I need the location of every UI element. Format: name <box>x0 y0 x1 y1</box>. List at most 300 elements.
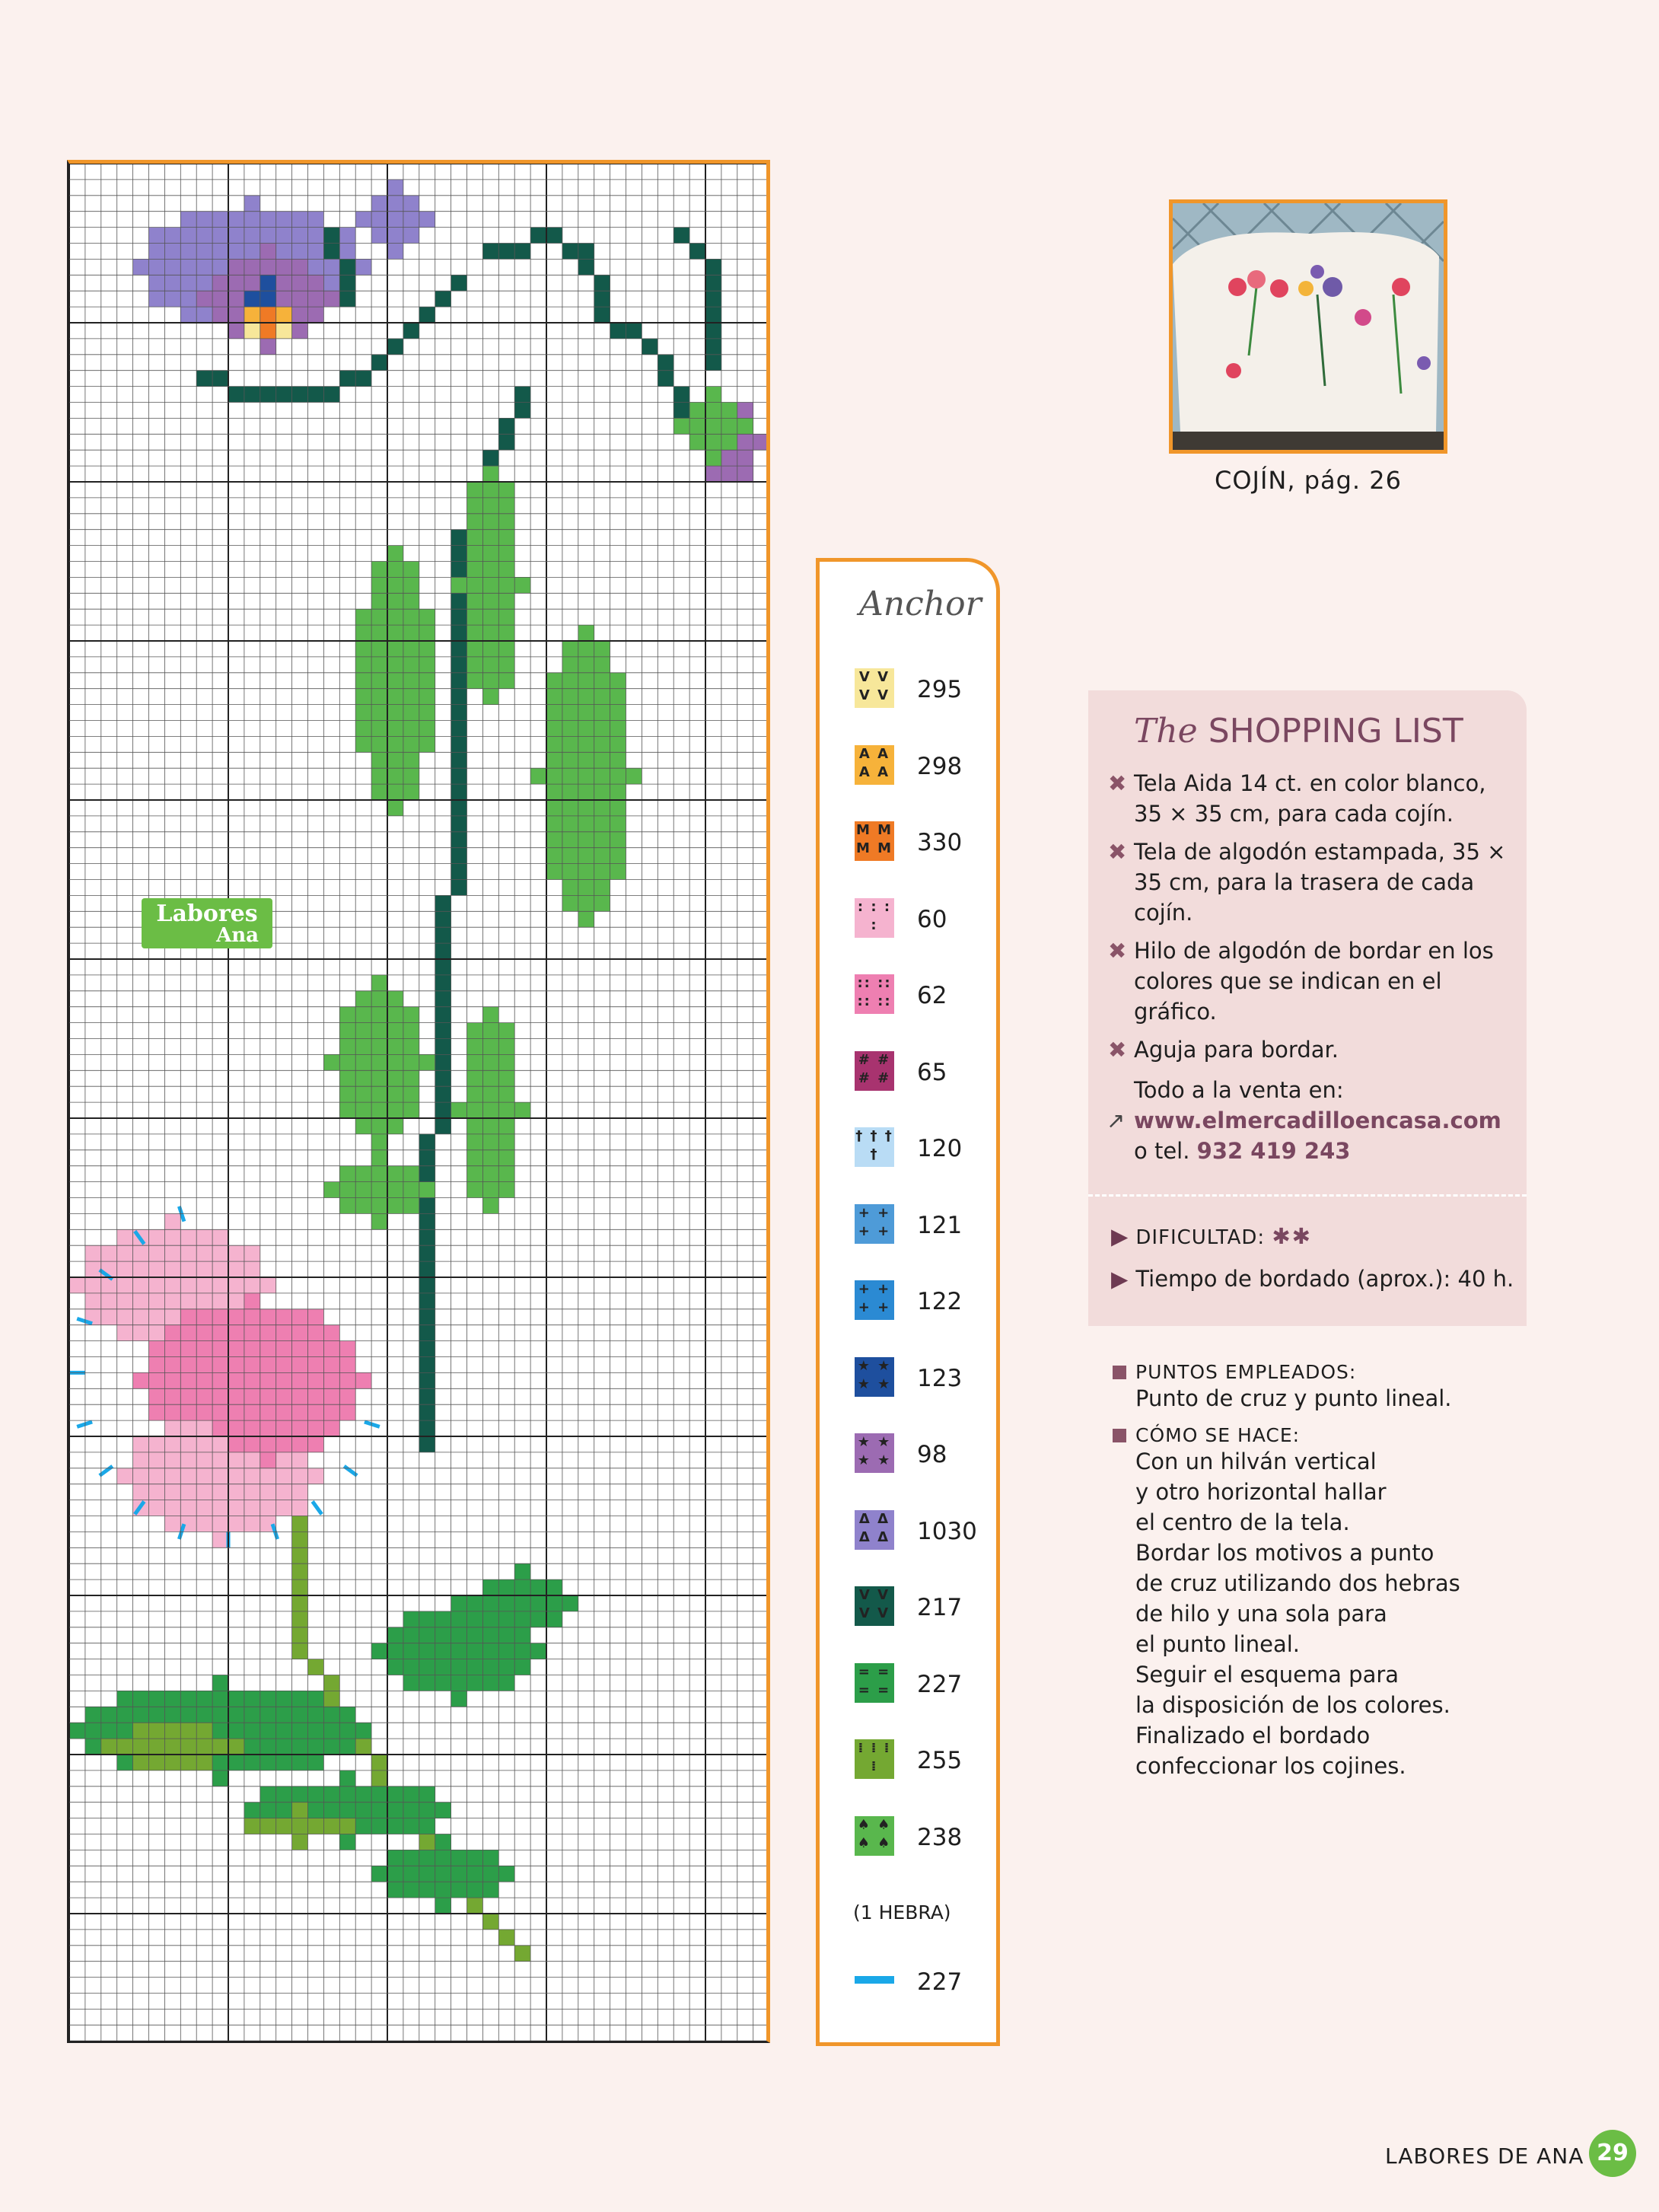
stitch <box>212 1532 228 1547</box>
stitch <box>212 275 228 291</box>
stitch <box>467 609 483 625</box>
stitch <box>212 212 228 228</box>
stitch <box>276 228 292 244</box>
stitch <box>467 1659 483 1675</box>
stitch <box>467 1039 483 1055</box>
stitch <box>196 228 212 244</box>
stitch <box>228 291 244 307</box>
stitch <box>69 1277 85 1293</box>
stitch <box>228 1516 244 1532</box>
stitch <box>339 1198 355 1214</box>
stitch <box>498 657 514 673</box>
stitch <box>403 1675 419 1691</box>
stitch <box>323 1404 339 1420</box>
stitch <box>371 1023 387 1039</box>
stitch <box>562 800 578 816</box>
stitch <box>721 450 737 466</box>
stitch <box>276 1341 292 1357</box>
stitch <box>435 1086 451 1102</box>
stitch <box>164 1325 180 1341</box>
stitch <box>244 291 260 307</box>
stitch <box>578 721 594 737</box>
stitch <box>323 291 339 307</box>
stitch <box>196 1436 212 1452</box>
stitch <box>371 1643 387 1659</box>
stitch <box>308 1739 324 1755</box>
stitch <box>371 593 387 609</box>
stitch <box>180 1468 196 1484</box>
stitch <box>228 1723 244 1739</box>
stitch <box>705 259 721 275</box>
stitch <box>292 212 308 228</box>
stitch <box>292 228 308 244</box>
stitch <box>610 736 626 752</box>
stitch <box>164 1755 180 1771</box>
stitch <box>212 1309 228 1325</box>
stitch <box>387 1182 403 1198</box>
stitch <box>451 1675 467 1691</box>
stitch <box>180 1436 196 1452</box>
stitch <box>451 577 467 593</box>
stitch <box>546 832 562 848</box>
stitch <box>498 577 514 593</box>
stitch <box>610 864 626 880</box>
stitch <box>133 1293 149 1309</box>
stitch <box>498 546 514 562</box>
stitch <box>387 673 403 689</box>
stitch <box>149 1341 165 1357</box>
stitch <box>196 1341 212 1357</box>
stitch <box>276 244 292 260</box>
stitch <box>308 1357 324 1373</box>
stitch <box>482 1102 498 1118</box>
stitch <box>419 1802 435 1818</box>
stitch <box>594 673 610 689</box>
stitch <box>292 1707 308 1723</box>
stitch <box>244 1723 260 1739</box>
stitch <box>149 259 165 275</box>
stitch <box>339 1039 355 1055</box>
stitch <box>498 562 514 578</box>
stitch <box>212 259 228 275</box>
anchor-brand-logo: Anchor <box>859 585 982 623</box>
stitch <box>451 1611 467 1627</box>
stitch <box>371 196 387 212</box>
stitch <box>164 1309 180 1325</box>
stitch <box>419 1134 435 1150</box>
stitch <box>323 1707 339 1723</box>
stitch <box>339 1102 355 1118</box>
stitch <box>594 721 610 737</box>
stitch <box>149 1372 165 1388</box>
legend-swatch: M M M M <box>855 821 894 861</box>
stitch <box>308 212 324 228</box>
stitch <box>498 1595 514 1611</box>
stitch <box>403 689 419 705</box>
stitch <box>355 259 371 275</box>
square-bullet-icon <box>1113 1429 1126 1442</box>
stitch <box>244 1691 260 1707</box>
stitch <box>514 1627 530 1643</box>
stitch <box>387 1023 403 1039</box>
stitch <box>530 1643 546 1659</box>
stitch <box>355 609 371 625</box>
stitch <box>164 1261 180 1277</box>
stitch <box>371 1198 387 1214</box>
stitch <box>228 244 244 260</box>
stitch <box>403 705 419 721</box>
stitch <box>149 1723 165 1739</box>
stitch <box>594 768 610 784</box>
stitch <box>562 816 578 832</box>
stitch <box>276 275 292 291</box>
stitch <box>419 1866 435 1882</box>
stitch <box>292 1500 308 1516</box>
stitch <box>276 1388 292 1404</box>
stitch <box>419 1850 435 1866</box>
stitch <box>403 609 419 625</box>
stitch <box>546 848 562 864</box>
stitch <box>546 689 562 705</box>
stitch <box>594 895 610 911</box>
stitch <box>578 832 594 848</box>
stitch <box>387 609 403 625</box>
stitch <box>323 244 339 260</box>
stitch <box>133 1372 149 1388</box>
stitch <box>498 1070 514 1086</box>
stitch <box>562 736 578 752</box>
stitch <box>323 228 339 244</box>
stitch <box>451 609 467 625</box>
stitch <box>705 418 721 434</box>
stitch <box>180 1452 196 1468</box>
stitch <box>467 1102 483 1118</box>
stitch <box>355 1007 371 1023</box>
stitch <box>435 291 451 307</box>
stitch <box>260 1739 276 1755</box>
stitch <box>419 1611 435 1627</box>
stitch <box>498 514 514 530</box>
stitch <box>435 959 451 975</box>
stitch <box>451 1659 467 1675</box>
stitch <box>610 705 626 721</box>
stitch <box>117 1691 133 1707</box>
legend-code: 123 <box>917 1364 963 1392</box>
stitch <box>69 1723 85 1739</box>
stitch <box>101 1245 117 1261</box>
stitch <box>673 418 689 434</box>
stitch <box>419 1150 435 1166</box>
stitch <box>610 784 626 800</box>
stitch <box>435 1866 451 1882</box>
stitch <box>149 1707 165 1723</box>
legend-code: 65 <box>917 1058 947 1086</box>
stitch <box>387 991 403 1007</box>
stitch <box>467 1898 483 1914</box>
stitch <box>164 1293 180 1309</box>
stitch <box>339 1404 355 1420</box>
stitch <box>180 1372 196 1388</box>
stitch <box>498 1023 514 1039</box>
stitch <box>196 244 212 260</box>
stitch <box>133 1707 149 1723</box>
stitch <box>387 228 403 244</box>
stitch <box>308 1436 324 1452</box>
stitch <box>467 657 483 673</box>
arrow-icon: ↗ <box>1107 1108 1126 1133</box>
stitch <box>117 1245 133 1261</box>
stitch <box>339 1739 355 1755</box>
stitch <box>244 1325 260 1341</box>
stitch <box>244 387 260 403</box>
stitch <box>403 768 419 784</box>
stitch <box>355 673 371 689</box>
stitch <box>498 1102 514 1118</box>
stitch <box>498 641 514 657</box>
stitch <box>371 673 387 689</box>
stitch <box>403 1643 419 1659</box>
stitch <box>451 736 467 752</box>
stitch <box>323 1182 339 1198</box>
stitch <box>467 1611 483 1627</box>
stitch <box>451 625 467 641</box>
stitch <box>451 546 467 562</box>
stitch <box>292 1611 308 1627</box>
stitch <box>419 641 435 657</box>
stitch <box>610 689 626 705</box>
howto-text <box>1113 1446 1508 1781</box>
legend-swatch: ⁞ ⁞ ⁞ ⁞ <box>855 1739 894 1779</box>
stitch <box>260 228 276 244</box>
stitch <box>164 259 180 275</box>
stitch <box>117 1309 133 1325</box>
stitch <box>180 307 196 323</box>
stitch <box>403 1198 419 1214</box>
stitch <box>435 1850 451 1866</box>
stitch <box>292 1691 308 1707</box>
stitch <box>244 1468 260 1484</box>
stitch <box>164 244 180 260</box>
stitch <box>594 832 610 848</box>
stitch <box>451 1866 467 1882</box>
stitch <box>196 1277 212 1293</box>
stitch <box>371 1070 387 1086</box>
stitch <box>164 1229 180 1245</box>
stitch <box>212 1325 228 1341</box>
stitch <box>435 943 451 959</box>
stitch <box>276 1802 292 1818</box>
stitches-heading: PUNTOS EMPLEADOS: <box>1113 1361 1508 1383</box>
stitch <box>482 1182 498 1198</box>
stitch <box>117 1739 133 1755</box>
stitch <box>562 673 578 689</box>
stitch <box>276 1739 292 1755</box>
stitch <box>101 1707 117 1723</box>
stitch <box>212 1723 228 1739</box>
stitch <box>467 593 483 609</box>
stitch <box>498 1134 514 1150</box>
stitch <box>721 418 737 434</box>
stitch <box>355 1198 371 1214</box>
stitch <box>530 768 546 784</box>
stitch <box>387 212 403 228</box>
stitch <box>451 784 467 800</box>
stitch <box>578 259 594 275</box>
stitch <box>323 1691 339 1707</box>
stitch <box>339 1182 355 1198</box>
stitch <box>323 1357 339 1373</box>
stitch <box>419 1229 435 1245</box>
stitch <box>467 673 483 689</box>
stitch <box>371 991 387 1007</box>
line-stitch <box>344 1466 357 1475</box>
stitch <box>530 1595 546 1611</box>
stitch <box>228 1404 244 1420</box>
stitch <box>276 323 292 339</box>
stitch <box>467 1023 483 1039</box>
stitch <box>642 339 658 355</box>
stitch <box>562 1595 578 1611</box>
stitch <box>133 259 149 275</box>
stitch <box>355 212 371 228</box>
stitch <box>387 562 403 578</box>
stitch <box>482 1914 498 1930</box>
stitch <box>164 291 180 307</box>
stitch <box>276 1755 292 1771</box>
stitch <box>498 418 514 434</box>
thread-legend <box>816 558 1000 2046</box>
stitch <box>498 673 514 689</box>
stitch <box>419 1675 435 1691</box>
stitch <box>387 1818 403 1834</box>
stitch <box>180 1739 196 1755</box>
legend-swatch: V V V V <box>855 668 894 708</box>
stitch <box>371 1086 387 1102</box>
stitch <box>578 736 594 752</box>
stitch <box>212 1468 228 1484</box>
stitch <box>546 816 562 832</box>
stitch <box>85 1261 101 1277</box>
stitch <box>387 736 403 752</box>
howto-line: Finalizado el bordado <box>1135 1723 1371 1748</box>
stitch <box>403 1786 419 1802</box>
stitch <box>387 1118 403 1134</box>
stitch <box>260 1818 276 1834</box>
stitch <box>323 275 339 291</box>
stitch <box>387 768 403 784</box>
stitch <box>292 1420 308 1436</box>
stitch <box>244 228 260 244</box>
stitch <box>196 1755 212 1771</box>
stitch <box>339 1834 355 1850</box>
stitch <box>276 1707 292 1723</box>
stitch <box>451 1627 467 1643</box>
cross-bullet-icon: ✖ <box>1108 839 1127 865</box>
stitch <box>212 1707 228 1723</box>
stitch <box>292 1436 308 1452</box>
stitch <box>292 1786 308 1802</box>
stitch <box>467 1134 483 1150</box>
stitch <box>85 1293 101 1309</box>
stitch <box>467 1643 483 1659</box>
stitch <box>514 1102 530 1118</box>
stitch <box>482 546 498 562</box>
stitch <box>498 1866 514 1882</box>
stitch <box>308 1420 324 1436</box>
stitch <box>371 228 387 244</box>
stitch <box>419 1786 435 1802</box>
stitch <box>228 1325 244 1341</box>
stitch <box>292 259 308 275</box>
stitch <box>164 1213 180 1229</box>
stitch <box>467 1882 483 1898</box>
stitch <box>403 673 419 689</box>
stitch <box>387 1643 403 1659</box>
stitch <box>594 816 610 832</box>
stitch <box>308 275 324 291</box>
triangle-bullet-icon: ▶ <box>1111 1223 1129 1249</box>
stitch <box>355 736 371 752</box>
stitch <box>308 291 324 307</box>
stitch <box>387 1786 403 1802</box>
stitch <box>594 752 610 768</box>
dashed-divider <box>1088 1194 1527 1197</box>
stitch <box>546 752 562 768</box>
store-url-link[interactable]: www.elmercadilloencasa.com <box>1134 1108 1501 1133</box>
stitch <box>371 768 387 784</box>
stitches-text: Punto de cruz y punto lineal. <box>1135 1385 1452 1411</box>
stitch <box>498 1675 514 1691</box>
stitch <box>562 895 578 911</box>
stitch <box>244 212 260 228</box>
stitch <box>435 1102 451 1118</box>
stitch <box>546 1611 562 1627</box>
stitch <box>578 800 594 816</box>
stitch <box>339 1023 355 1039</box>
stitch <box>371 562 387 578</box>
stitch <box>594 307 610 323</box>
stitch <box>308 387 324 403</box>
stitch <box>387 1627 403 1643</box>
stitch <box>196 307 212 323</box>
line-stitch <box>365 1422 380 1426</box>
stitch <box>482 609 498 625</box>
stitch <box>578 864 594 880</box>
stitch <box>419 1277 435 1293</box>
stitch <box>387 641 403 657</box>
stitch <box>403 1627 419 1643</box>
stitch <box>180 1229 196 1245</box>
stitch <box>467 1675 483 1691</box>
stitch <box>228 1452 244 1468</box>
stitch <box>753 434 769 450</box>
stitch <box>260 291 276 307</box>
stitch <box>467 1166 483 1182</box>
stitch <box>180 259 196 275</box>
stitch <box>371 1755 387 1771</box>
legend-swatch: ★ ★ ★ ★ <box>855 1433 894 1473</box>
stitch <box>435 1882 451 1898</box>
stitch <box>355 1802 371 1818</box>
legend-code: 60 <box>917 905 947 933</box>
stitch <box>498 1643 514 1659</box>
stitch <box>85 1739 101 1755</box>
stitch <box>371 689 387 705</box>
stitch <box>196 291 212 307</box>
stitch <box>339 1388 355 1404</box>
stitch <box>149 1229 165 1245</box>
stitch <box>419 657 435 673</box>
